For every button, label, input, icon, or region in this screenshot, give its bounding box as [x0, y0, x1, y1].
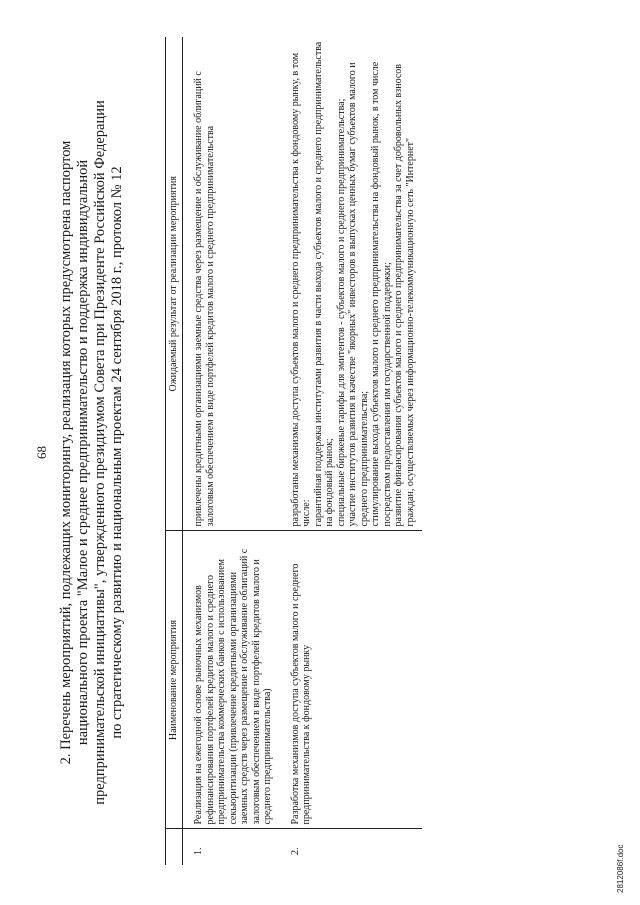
result-line: привлечены кредитными организациями заемные средства через размещение и обслуживание облигаций с залоговым обеспечением в виде портфелей кредитов малого и среднего предпринимательства	[193, 71, 216, 527]
result-line: гарантийная поддержка институтами развития в части выхода субъектов малого и среднего предпринимательства на фондовый рынок;	[312, 41, 335, 527]
row-result	[280, 37, 423, 531]
result-line: развитие финансирования субъектов малого и среднего предпринимательства за счет добровольных взносов граждан, осуществляемых через информационно-телекоммуникационную сеть "Интернет"	[393, 64, 416, 527]
table-header-row	[166, 37, 183, 865]
table-row	[280, 37, 423, 865]
row-name: Разработка механизмов доступа субъектов малого и среднего предпринимательства к фондовому рынку	[280, 531, 423, 829]
heading-line: национального проекта "Малое и среднее предпринимательство и поддержка индивидуальной	[75, 159, 91, 746]
page-number: 68	[34, 446, 49, 459]
table-row	[183, 37, 280, 865]
result-line: участие институтов развития в качестве "якорных" инвесторов в выпусках ценных бумаг субъектов малого и среднего предпринимательства;	[347, 62, 370, 527]
row-number: 2.	[289, 847, 301, 855]
row-number: 1.	[193, 847, 204, 855]
row-result	[183, 37, 280, 531]
result-line: специальные биржевые тарифы для эмитентов - субъектов малого и среднего предпринимательства;	[335, 98, 347, 527]
heading-line: предпринимательской инициативы", утвержденного президиумом Совета при Президенте Российской Федерации	[92, 100, 108, 805]
result-line: разработаны механизмы доступа субъектов малого и среднего предпринимательства к фондовому рынку, в том числе:	[289, 52, 312, 527]
row-name: Реализация на ежегодной основе рыночных механизмов рефинансирования портфелей кредитов малого и среднего предпринимательства коммерческих банков с использованием секьюритизации (привлечение кредитными организациями заемных средств через размещение и обслуживание облигаций с залоговым обеспечением в виде портфелей кредитов малого и среднего предпринимательства)	[183, 531, 280, 829]
header-number	[166, 829, 183, 865]
header-name: Наименование мероприятия	[166, 531, 183, 829]
heading-line: по стратегическому развитию и национальным проектам 24 сентября 2018 г., протокол № 12	[109, 166, 125, 739]
result-line: стимулирование выхода субъектов малого и среднего предпринимательства на фондовый рынок, в том числе посредством предоставления им государственной поддержки;	[370, 61, 393, 527]
measures-table	[165, 37, 422, 865]
document-file-id: 2812086f.doc	[616, 844, 625, 893]
header-result: Ожидаемый результат от реализации мероприятия	[166, 37, 183, 531]
heading-line: 2. Перечень мероприятий, подлежащих мониторингу, реализация которых предусмотрена паспортом	[58, 140, 74, 765]
document-heading	[58, 85, 126, 820]
